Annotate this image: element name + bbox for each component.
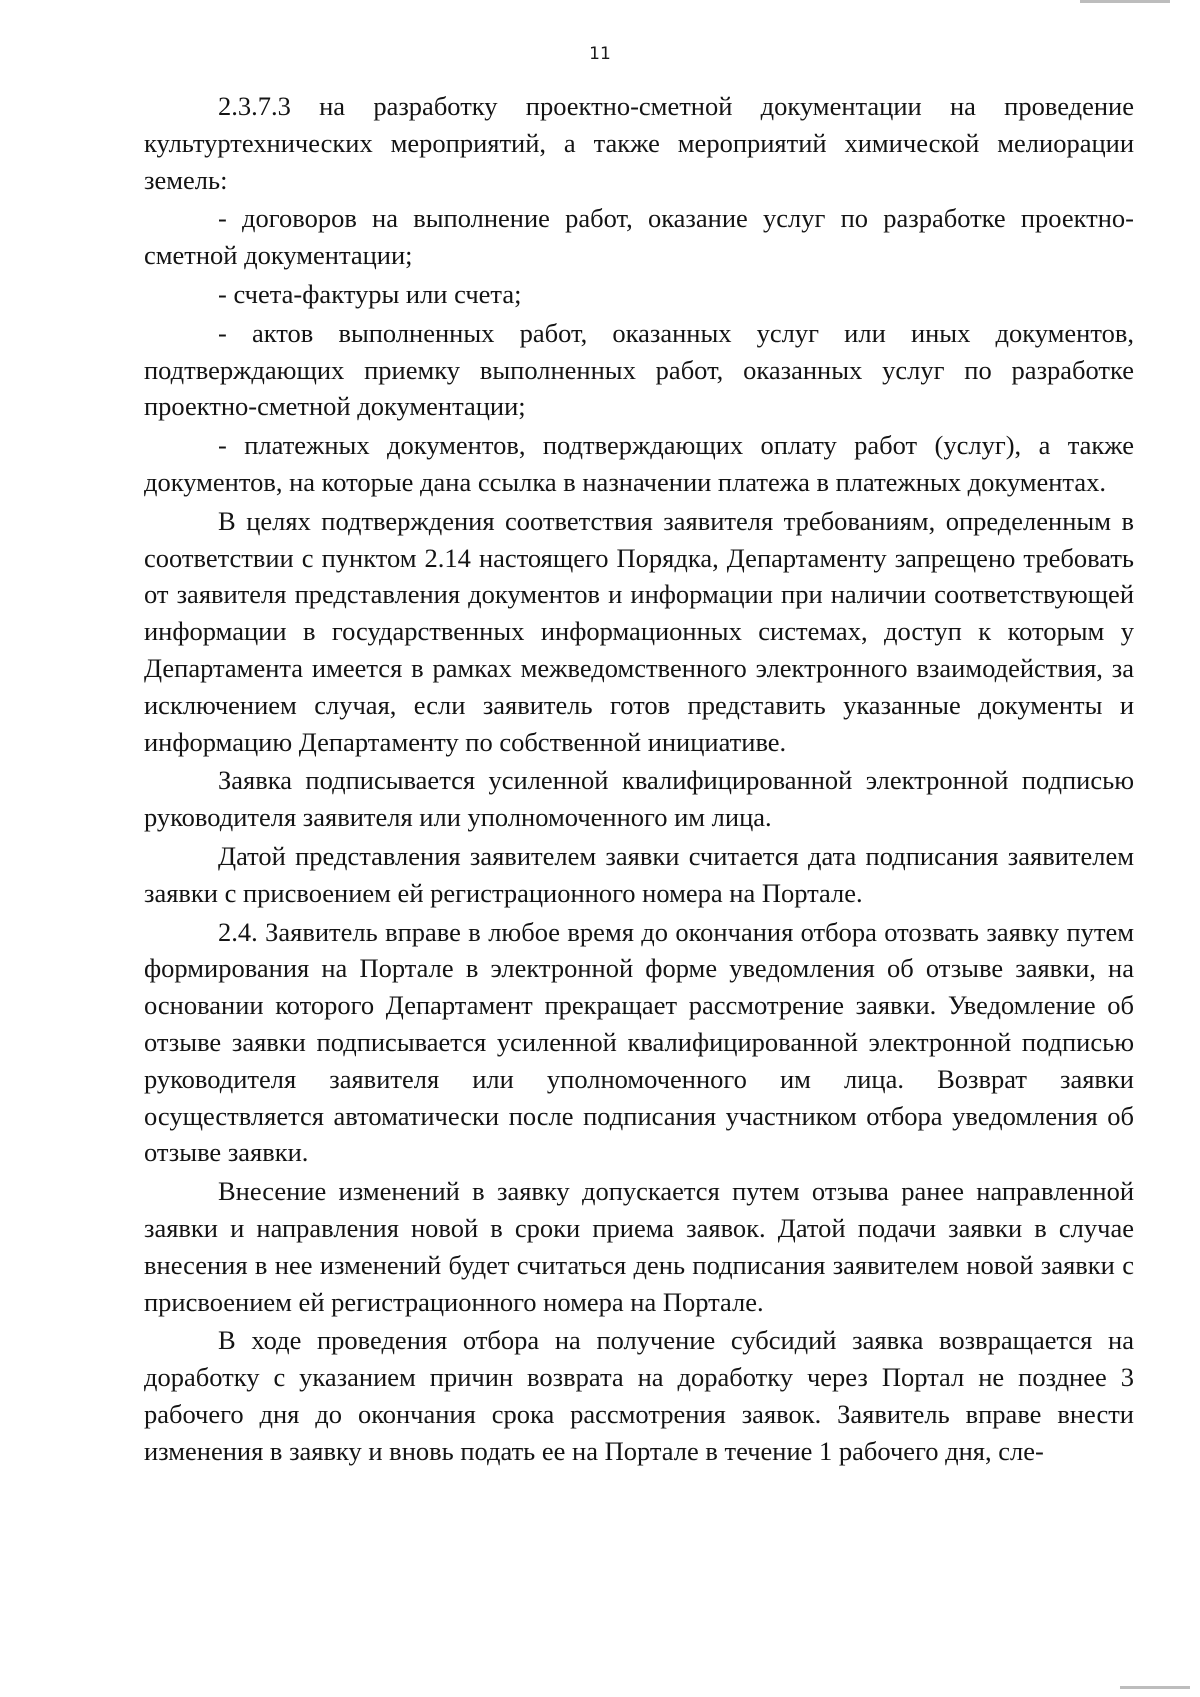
page-number: 11	[589, 44, 611, 64]
paragraph-return-for-revision: В ходе проведения отбора на получение субсидий заявка возвращается на доработку с указанием причин возврата на доработку через Портал не позднее 3 рабочего дня до окончания срока рассмотрения заявок. Заявитель вправе внести изменения в заявку и вновь подать ее на Портале в течение 1 рабочего дня, сле-	[144, 1325, 1134, 1466]
list-item-contracts: - договоров на выполнение работ, оказание услуг по разработке проектно-сметной документации;	[144, 203, 1134, 271]
body-text	[144, 88, 1134, 1471]
paragraph-signature: Заявка подписывается усиленной квалифицированной электронной подписью руководителя заявителя или уполномоченного им лица.	[144, 765, 1134, 833]
paragraph-confirmation: В целях подтверждения соответствия заявителя требованиям, определенным в соответствии с пунктом 2.14 настоящего Порядка, Департаменту запрещено требовать от заявителя представления документов и информации при наличии соответствующей информации в государственных информационных системах, доступ к которым у Департамента имеется в рамках межведомственного электронного взаимодействия, за исключением случая, если заявитель готов представить указанные документы и информацию Департаменту по собственной инициативе.	[144, 505, 1134, 757]
list-item-payment-documents: - платежных документов, подтверждающих оплату работ (услуг), а также документов, на которые дана ссылка в назначении платежа в платежных документах.	[144, 430, 1134, 497]
paragraph-amendments: Внесение изменений в заявку допускается путем отзыва ранее направленной заявки и направления новой в сроки приема заявок. Датой подачи заявки в случае внесения в нее изменений будет считаться день подписания заявителем новой заявки с присвоением ей регистрационного номера на Портале.	[144, 1176, 1134, 1317]
paragraph-2-4-withdrawal: 2.4. Заявитель вправе в любое время до окончания отбора отозвать заявку путем формирования на Портале в электронной форме уведомления об отзыве заявки, на основании которого Департамент прекращает рассмотрение заявки. Уведомление об отзыве заявки подписывается усиленной квалифицированной электронной подписью руководителя заявителя или уполномоченного им лица. Возврат заявки осуществляется автоматически после подписания участником отбора уведомления об отзыве заявки.	[144, 916, 1134, 1168]
list-item-acts: - актов выполненных работ, оказанных услуг или иных документов, подтверждающих приемку выполненных работ, оказанных услуг по разработке проектно-сметной документации;	[144, 317, 1134, 422]
paragraph-2-3-7-3: 2.3.7.3 на разработку проектно-сметной документации на проведение культуртехнических мероприятий, а также мероприятий химической мелиорации земель:	[144, 91, 1134, 195]
scan-edge-mark-top	[1080, 0, 1170, 3]
paragraph-submission-date: Датой представления заявителем заявки считается дата подписания заявителем заявки с присвоением ей регистрационного номера на Портале.	[144, 840, 1134, 908]
scan-edge-mark-bottom	[1120, 1686, 1190, 1689]
list-item-invoices: - счета-фактуры или счета;	[218, 278, 522, 309]
